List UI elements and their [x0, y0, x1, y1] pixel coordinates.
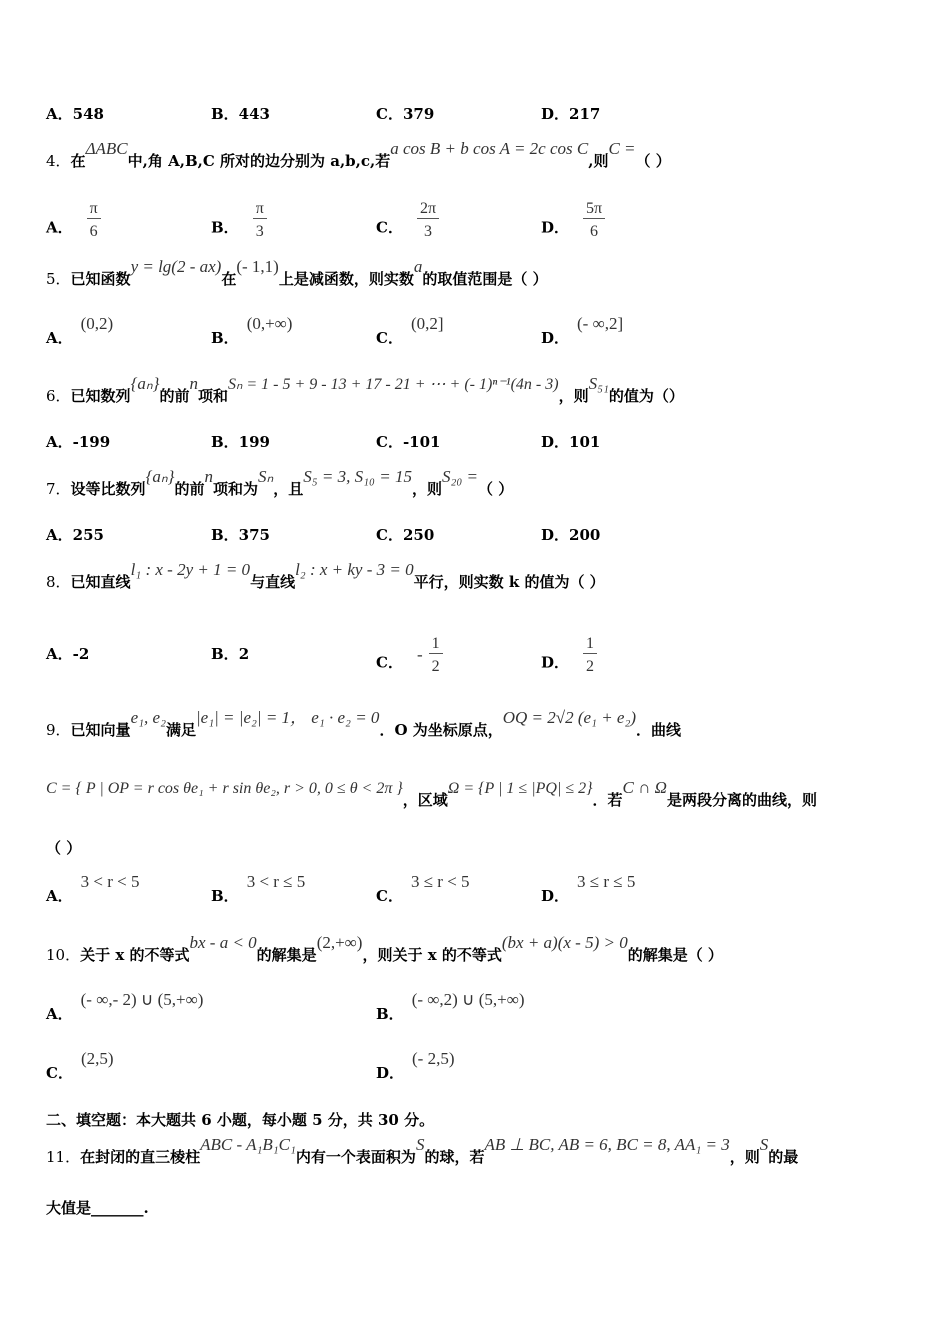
q9-option-c: C．3 ≤ r < 5: [376, 872, 470, 905]
section-fill-in-heading: 二、填空题：本大题共 6 小题，每小题 5 分，共 30 分。: [46, 1111, 435, 1129]
q9-stem-line3: （ ）: [46, 839, 82, 857]
q5-stem: 5．已知函数y = lg(2 - ax)在(- 1,1)上是减函数，则实数a的取值范围是（ ）: [46, 257, 548, 288]
q6-option-b: B．199: [211, 433, 270, 451]
q8-option-a: A．-2: [46, 645, 90, 663]
q8-stem: 8．已知直线l₁ : x - 2y + 1 = 0与直线l₂ : x + ky - 3 = 0平行，则实数 k 的值为（ ）: [46, 560, 605, 591]
q8-option-c: C． - $\frac{1}{2}$: [376, 643, 443, 684]
q4-option-a: A． $\frac{\pi}{6}$: [46, 208, 101, 249]
q6-option-d: D．101: [541, 433, 601, 451]
q8-option-b: B．2: [211, 645, 250, 663]
q4-option-b: B． $\frac{\pi}{3}$: [211, 208, 267, 249]
q10-option-b: B．(- ∞,2) ∪ (5,+∞): [376, 990, 525, 1023]
q5-option-d: D．(- ∞,2]: [541, 314, 624, 347]
q9-option-d: D．3 ≤ r ≤ 5: [541, 872, 636, 905]
q10-option-a: A．(- ∞,- 2) ∪ (5,+∞): [46, 990, 204, 1023]
q11-stem-line2: 大值是_______.: [46, 1199, 149, 1217]
q9-option-a: A．3 < r < 5: [46, 872, 140, 905]
q7-option-a: A．255: [46, 526, 104, 544]
q9-stem-line2: C = { P | OP = r cos θe₁ + r sin θe₂, r > 0, 0 ≤ θ < 2π }，区域Ω = {P | 1 ≤ |PQ| ≤ 2}．若C ∩ Ω是两段分离的曲线，则: [46, 778, 817, 809]
q9-stem-line1: 9．已知向量e₁, e₂满足|e₁| = |e₂| = 1， e₁ · e₂ = 0．O 为坐标原点，OQ = 2√2 (e₁ + e₂)．曲线: [46, 708, 682, 739]
q7-option-c: C．250: [376, 526, 435, 544]
q5-option-c: C．(0,2]: [376, 314, 444, 347]
q6-option-a: A．-199: [46, 433, 111, 451]
q7-option-b: B．375: [211, 526, 270, 544]
q4-option-d: D． $\frac{5\pi}{6}$: [541, 208, 605, 249]
q6-option-c: C．-101: [376, 433, 441, 451]
q5-option-a: A．(0,2): [46, 314, 114, 347]
q4-stem: 4．在ΔABC中,角 A,B,C 所对的边分别为 a,b,c,若a cos B + b cos A = 2c cos C,则C =（ ）: [46, 139, 671, 170]
q10-option-c: C．(2,5): [46, 1049, 114, 1082]
q3-option-d: D．217: [541, 105, 601, 123]
q3-option-c: C．379: [376, 105, 435, 123]
q8-option-d: D． $\frac{1}{2}$: [541, 643, 597, 684]
q9-option-b: B．3 < r ≤ 5: [211, 872, 306, 905]
q5-option-b: B．(0,+∞): [211, 314, 293, 347]
q10-option-d: D．(- 2,5): [376, 1049, 455, 1082]
q11-stem-line1: 11．在封闭的直三棱柱ABC - A₁B₁C₁内有一个表面积为S的球，若AB ⊥ BC, AB = 6, BC = 8, AA₁ = 3，则S的最: [46, 1135, 799, 1166]
q3-option-a: A．548: [46, 105, 104, 123]
q7-stem: 7．设等比数列{aₙ}的前n项和为Sₙ，且S₅ = 3, S₁₀ = 15，则S₂₀ =（ ）: [46, 467, 514, 498]
q4-option-c: C． $\frac{2\pi}{3}$: [376, 208, 439, 249]
q3-option-b: B．443: [211, 105, 270, 123]
q7-option-d: D．200: [541, 526, 601, 544]
q6-stem: 6．已知数列{aₙ}的前n项和Sₙ = 1 - 5 + 9 - 13 + 17 - 21 + ⋯ + (- 1)ⁿ⁻¹(4n - 3)，则S₅₁的值为（）: [46, 374, 684, 405]
q10-stem: 10．关于 x 的不等式bx - a < 0的解集是(2,+∞)，则关于 x 的不等式(bx + a)(x - 5) > 0的解集是（ ）: [46, 933, 723, 964]
